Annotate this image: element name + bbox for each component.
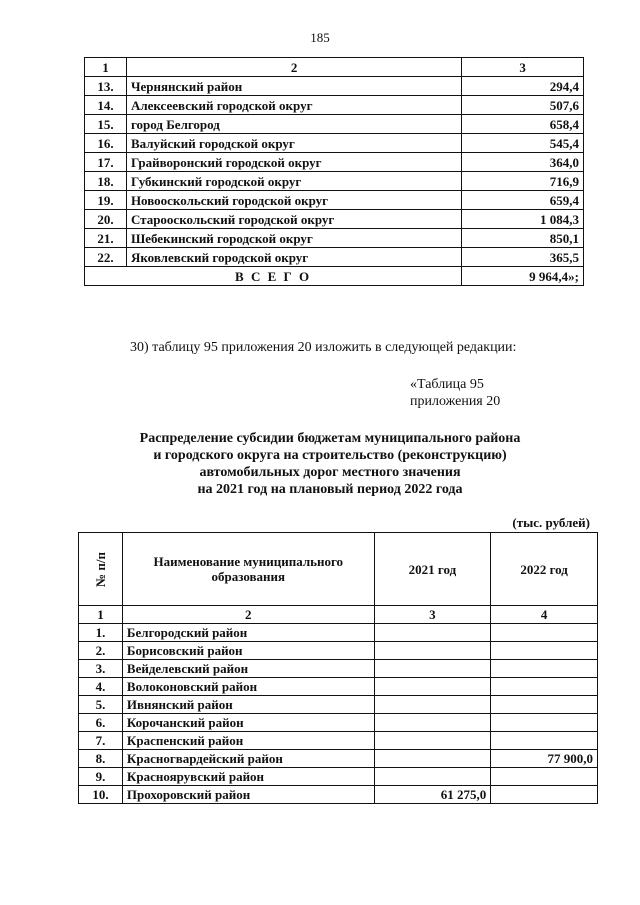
municipality-name: город Белгород (126, 115, 461, 134)
table-row (85, 115, 584, 134)
amount: 659,4 (462, 191, 584, 210)
table-row (85, 210, 584, 229)
row-number: 18. (85, 172, 127, 191)
amount: 1 084,3 (462, 210, 584, 229)
table-row (85, 77, 584, 96)
column-index: 3 (374, 606, 491, 624)
amount-2022 (491, 642, 598, 660)
municipality-name: Вейделевский район (122, 660, 374, 678)
amount-2021 (374, 750, 491, 768)
municipality-name: Корочанский район (122, 714, 374, 732)
municipality-name: Волоконовский район (122, 678, 374, 696)
municipality-name: Прохоровский район (122, 786, 374, 804)
table-row (85, 248, 584, 267)
amount: 365,5 (462, 248, 584, 267)
amount-2022 (491, 624, 598, 642)
table-label-line: «Таблица 95 (410, 377, 484, 392)
row-number: 22. (85, 248, 127, 267)
row-number: 15. (85, 115, 127, 134)
row-number: 3. (79, 660, 123, 678)
table-row (79, 642, 598, 660)
row-number: 21. (85, 229, 127, 248)
amount: 364,0 (462, 153, 584, 172)
table-row (85, 134, 584, 153)
header-text: Наименование муниципального (153, 554, 344, 569)
amount-2021 (374, 768, 491, 786)
num-header-text: № п/п (92, 551, 108, 587)
title-line: Распределение субсидии бюджетам муниципального района (139, 431, 521, 446)
municipality-name: Яковлевский городской округ (126, 248, 461, 267)
row-number: 17. (85, 153, 127, 172)
title-line: и городского округа на строительство (реконструкцию) (153, 448, 507, 463)
amount-2022 (491, 660, 598, 678)
municipality-name: Шебекинский городской округ (126, 229, 461, 248)
row-number: 20. (85, 210, 127, 229)
table-index-row (79, 606, 598, 624)
table-header-row (85, 58, 584, 77)
amount: 507,6 (462, 96, 584, 115)
column-header-2022: 2022 год (491, 533, 598, 606)
total-row (85, 267, 584, 286)
amount-2021 (374, 678, 491, 696)
table-label (410, 376, 500, 410)
amount-2022 (491, 732, 598, 750)
table-row (85, 191, 584, 210)
municipality-name: Красногвардейский район (122, 750, 374, 768)
row-number: 7. (79, 732, 123, 750)
municipality-name: Губкинский городской округ (126, 172, 461, 191)
amount: 850,1 (462, 229, 584, 248)
table-header-row (79, 533, 598, 606)
column-index: 1 (79, 606, 123, 624)
row-number: 19. (85, 191, 127, 210)
municipality-name: Красноярувский район (122, 768, 374, 786)
municipality-name: Чернянский район (126, 77, 461, 96)
table-label-line: приложения 20 (410, 394, 501, 409)
table-row (79, 660, 598, 678)
row-number: 8. (79, 750, 123, 768)
row-number: 4. (79, 678, 123, 696)
units-label: (тыс. рублей) (512, 515, 590, 530)
row-number: 5. (79, 696, 123, 714)
municipality-name: Краспенский район (122, 732, 374, 750)
row-number: 13. (85, 77, 127, 96)
row-number: 2. (79, 642, 123, 660)
municipality-name: Грайворонский городской округ (126, 153, 461, 172)
column-header-num (79, 533, 123, 606)
column-index: 1 (85, 58, 127, 77)
amount-2022 (491, 786, 598, 804)
amount-2022 (491, 678, 598, 696)
table-row (79, 732, 598, 750)
amount-2022 (491, 714, 598, 732)
page-number: 185 (310, 30, 330, 45)
column-index: 2 (122, 606, 374, 624)
municipality-name: Ивнянский район (122, 696, 374, 714)
table-row (79, 624, 598, 642)
amount: 294,4 (462, 77, 584, 96)
column-index: 3 (462, 58, 584, 77)
table-row (85, 96, 584, 115)
amount: 658,4 (462, 115, 584, 134)
column-index: 2 (126, 58, 461, 77)
municipality-name: Белгородский район (122, 624, 374, 642)
header-text: образования (211, 569, 286, 584)
municipality-name: Старооскольский городской округ (126, 210, 461, 229)
municipality-name: Новооскольский городской округ (126, 191, 461, 210)
table-row (85, 229, 584, 248)
table-row (85, 172, 584, 191)
row-number: 6. (79, 714, 123, 732)
subsidy-table (78, 532, 598, 804)
table-row (79, 714, 598, 732)
table-row (79, 786, 598, 804)
table-title (100, 430, 560, 498)
total-value: 9 964,4»; (462, 267, 584, 286)
amount: 545,4 (462, 134, 584, 153)
top-table (84, 57, 584, 286)
amount-2021 (374, 714, 491, 732)
amount-2021 (374, 642, 491, 660)
title-line: автомобильных дорог местного значения (199, 465, 461, 480)
amount-2021 (374, 732, 491, 750)
amount-2021 (374, 660, 491, 678)
row-number: 14. (85, 96, 127, 115)
amount: 716,9 (462, 172, 584, 191)
table-row (79, 768, 598, 786)
row-number: 16. (85, 134, 127, 153)
amount-2022: 77 900,0 (491, 750, 598, 768)
total-label: В С Е Г О (85, 267, 462, 286)
municipality-name: Борисовский район (122, 642, 374, 660)
column-header-name (122, 533, 374, 606)
row-number: 10. (79, 786, 123, 804)
municipality-name: Алексеевский городской округ (126, 96, 461, 115)
amendment-instruction: 30) таблицу 95 приложения 20 изложить в следующей редакции: (130, 340, 517, 355)
amount-2021: 61 275,0 (374, 786, 491, 804)
amount-2022 (491, 768, 598, 786)
title-line: на 2021 год на плановый период 2022 года (197, 482, 463, 497)
table-row (79, 696, 598, 714)
amount-2021 (374, 624, 491, 642)
municipality-name: Валуйский городской округ (126, 134, 461, 153)
column-index: 4 (491, 606, 598, 624)
row-number: 1. (79, 624, 123, 642)
amount-2022 (491, 696, 598, 714)
table-row (79, 678, 598, 696)
table-row (79, 750, 598, 768)
amount-2021 (374, 696, 491, 714)
table-row (85, 153, 584, 172)
column-header-2021: 2021 год (374, 533, 491, 606)
row-number: 9. (79, 768, 123, 786)
